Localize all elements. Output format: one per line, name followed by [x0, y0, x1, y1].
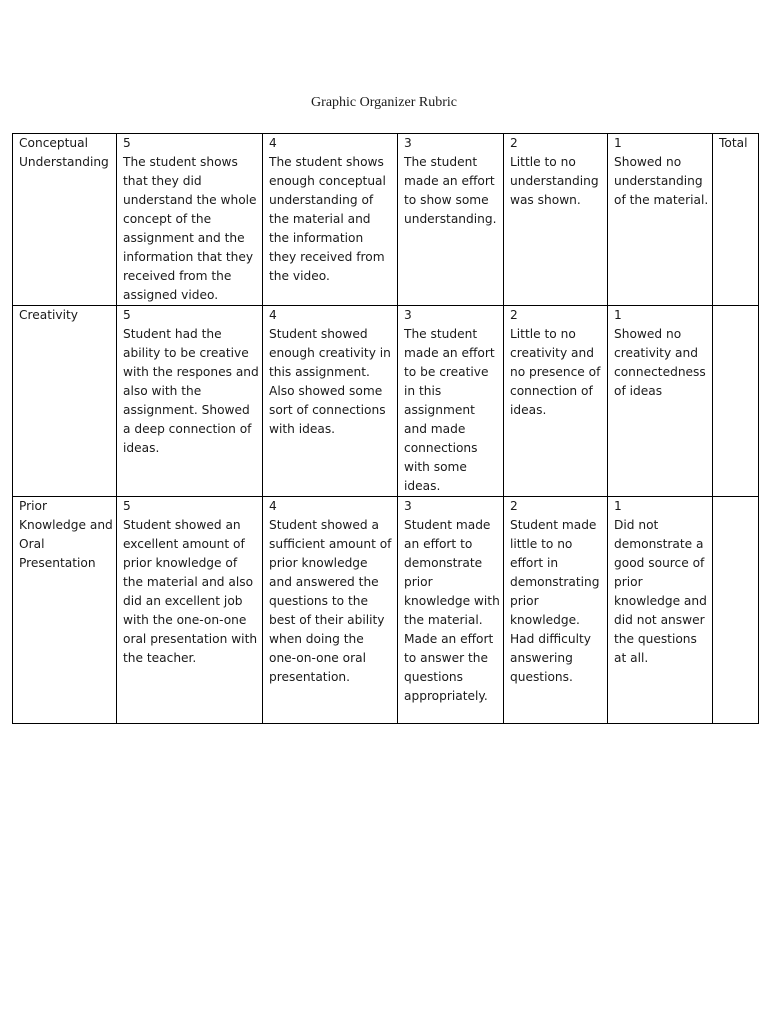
level-cell [263, 134, 398, 306]
rubric-table [12, 133, 759, 724]
level-cell [398, 134, 504, 306]
level-cell [504, 134, 608, 306]
level-description: Student made an effort to demonstrate prior knowledge with the material. Made an effort to answer the questions appropriately. [404, 518, 500, 703]
page-title: Graphic Organizer Rubric [311, 95, 457, 110]
level-cell [263, 306, 398, 497]
score-label: 3 [404, 499, 412, 513]
table-row [13, 306, 759, 497]
level-description: Student showed an excellent amount of prior knowledge of the material and also did an excellent job with the one-on-one oral presentation with the teacher. [123, 518, 258, 665]
table-row [13, 134, 759, 306]
level-cell [398, 306, 504, 497]
level-description: Student had the ability to be creative with the respones and also with the assignment. Showed a deep connection of ideas. [123, 327, 259, 455]
total-cell [713, 497, 759, 724]
total-cell [713, 306, 759, 497]
score-label: 2 [510, 308, 518, 322]
score-label: 5 [123, 308, 131, 322]
level-description: The student shows enough conceptual understanding of the material and the information they received from the video. [269, 155, 386, 283]
total-header-cell: Total [713, 134, 759, 306]
level-cell [504, 497, 608, 724]
score-label: 1 [614, 136, 622, 150]
level-description: Student made little to no effort in demonstrating prior knowledge. Had difficulty answering questions. [510, 518, 600, 684]
level-cell [608, 134, 713, 306]
level-cell [608, 306, 713, 497]
score-label: 4 [269, 308, 277, 322]
category-cell: Conceptual Understanding [13, 134, 117, 306]
level-description: Student showed a sufficient amount of prior knowledge and answered the questions to the best of their ability when doing the one-on-one oral presentation. [269, 518, 392, 684]
score-label: 4 [269, 136, 277, 150]
score-label: 3 [404, 136, 412, 150]
category-cell: Creativity [13, 306, 117, 497]
level-description: Did not demonstrate a good source of prior knowledge and did not answer the questions at all. [614, 518, 707, 665]
level-cell [117, 497, 263, 724]
level-cell [117, 134, 263, 306]
level-cell [608, 497, 713, 724]
level-description: Little to no understanding was shown. [510, 155, 599, 207]
score-label: 2 [510, 136, 518, 150]
level-cell [263, 497, 398, 724]
score-label: 3 [404, 308, 412, 322]
level-cell [504, 306, 608, 497]
level-cell [398, 497, 504, 724]
table-row [13, 497, 759, 724]
level-description: Showed no creativity and connectedness of ideas [614, 327, 706, 398]
score-label: 1 [614, 308, 622, 322]
level-cell [117, 306, 263, 497]
level-description: The student made an effort to be creative in this assignment and made connections with some ideas. [404, 327, 495, 493]
level-description: Little to no creativity and no presence of connection of ideas. [510, 327, 601, 417]
score-label: 5 [123, 136, 131, 150]
level-description: The student made an effort to show some understanding. [404, 155, 497, 226]
level-description: The student shows that they did understand the whole concept of the assignment and the information that they received from the assigned video. [123, 155, 257, 302]
score-label: 2 [510, 499, 518, 513]
level-description: Student showed enough creativity in this assignment. Also showed some sort of connections with ideas. [269, 327, 391, 436]
score-label: 1 [614, 499, 622, 513]
score-label: 5 [123, 499, 131, 513]
category-cell: Prior Knowledge and Oral Presentation [13, 497, 117, 724]
score-label: 4 [269, 499, 277, 513]
level-description: Showed no understanding of the material. [614, 155, 709, 207]
